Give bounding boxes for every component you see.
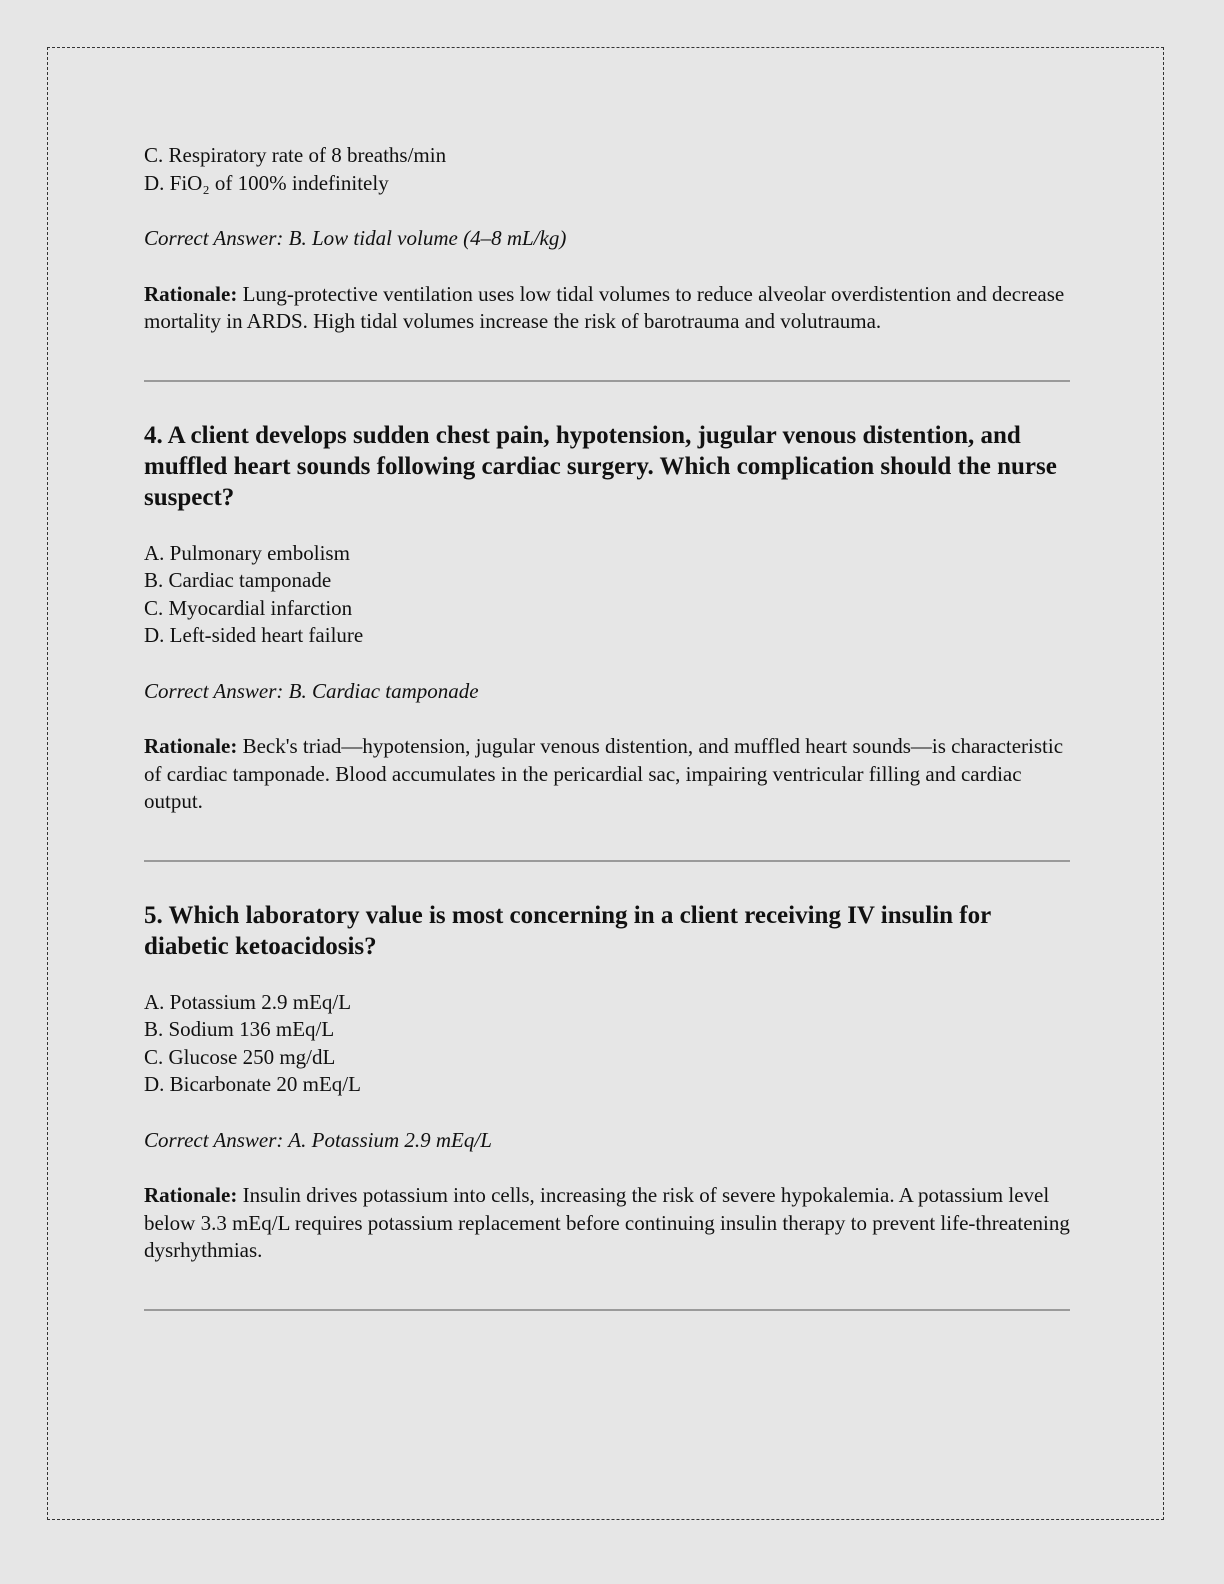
rationale-label: Rationale: xyxy=(144,281,238,306)
answer-option: A. Pulmonary embolism xyxy=(144,540,350,565)
section-divider xyxy=(144,860,1070,862)
correct-answer: Correct Answer: A. Potassium 2.9 mEq/L xyxy=(144,1127,492,1152)
answer-option: B. Cardiac tamponade xyxy=(144,568,332,592)
question-title: 4. A client develops sudden chest pain, hypotension, jugular venous distention, and muffled heart sounds following cardiac surgery. Which complication should the nurse suspect? xyxy=(144,421,1057,511)
question-3-continued xyxy=(144,142,1070,382)
answer-option: C. Respiratory rate of 8 breaths/min xyxy=(144,143,447,167)
correct-answer: Correct Answer: B. Cardiac tamponade xyxy=(144,678,479,703)
rationale xyxy=(144,733,1070,816)
answer-option: B. Sodium 136 mEq/L xyxy=(144,1017,335,1041)
answer-option: C. Myocardial infarction xyxy=(144,595,353,620)
answer-options xyxy=(144,989,1070,1099)
section-divider xyxy=(144,380,1070,382)
answer-option: A. Potassium 2.9 mEq/L xyxy=(144,989,352,1014)
answer-options xyxy=(144,540,1070,650)
rationale xyxy=(144,1182,1070,1265)
document-content xyxy=(144,142,1070,1311)
answer-options xyxy=(144,142,1070,197)
rationale xyxy=(144,281,1070,336)
rationale-text: Lung-protective ventilation uses low tidal volumes to reduce alveolar overdistention and decrease mortality in ARDS. High tidal volumes increase the risk of barotrauma and volutrauma. xyxy=(144,281,1065,333)
rationale-text: Insulin drives potassium into cells, increasing the risk of severe hypokalemia. A potassium level below 3.3 mEq/L requires potassium replacement before continuing insulin therapy to prevent life-threatening dysrhythmias. xyxy=(144,1183,1070,1262)
answer-option: C. Glucose 250 mg/dL xyxy=(144,1044,336,1069)
section-divider xyxy=(144,1309,1070,1311)
answer-option: D. Bicarbonate 20 mEq/L xyxy=(144,1072,361,1096)
question-4 xyxy=(144,420,1070,862)
rationale-label: Rationale: xyxy=(144,1183,238,1207)
question-title: 5. Which laboratory value is most concerning in a client receiving IV insulin for diabetic ketoacidosis? xyxy=(144,901,991,960)
rationale-text: Beck's triad—hypotension, jugular venous distention, and muffled heart sounds—is characteristic of cardiac tamponade. Blood accumulates in the pericardial sac, impairing ventricular filling and cardiac output. xyxy=(144,734,1064,813)
answer-option: D. Left-sided heart failure xyxy=(144,623,364,647)
question-5 xyxy=(144,900,1070,1311)
answer-option: D. FiO₂ of 100% indefinitely xyxy=(144,170,389,195)
correct-answer: Correct Answer: B. Low tidal volume (4–8 mL/kg) xyxy=(144,226,567,250)
rationale-label: Rationale: xyxy=(144,734,238,758)
